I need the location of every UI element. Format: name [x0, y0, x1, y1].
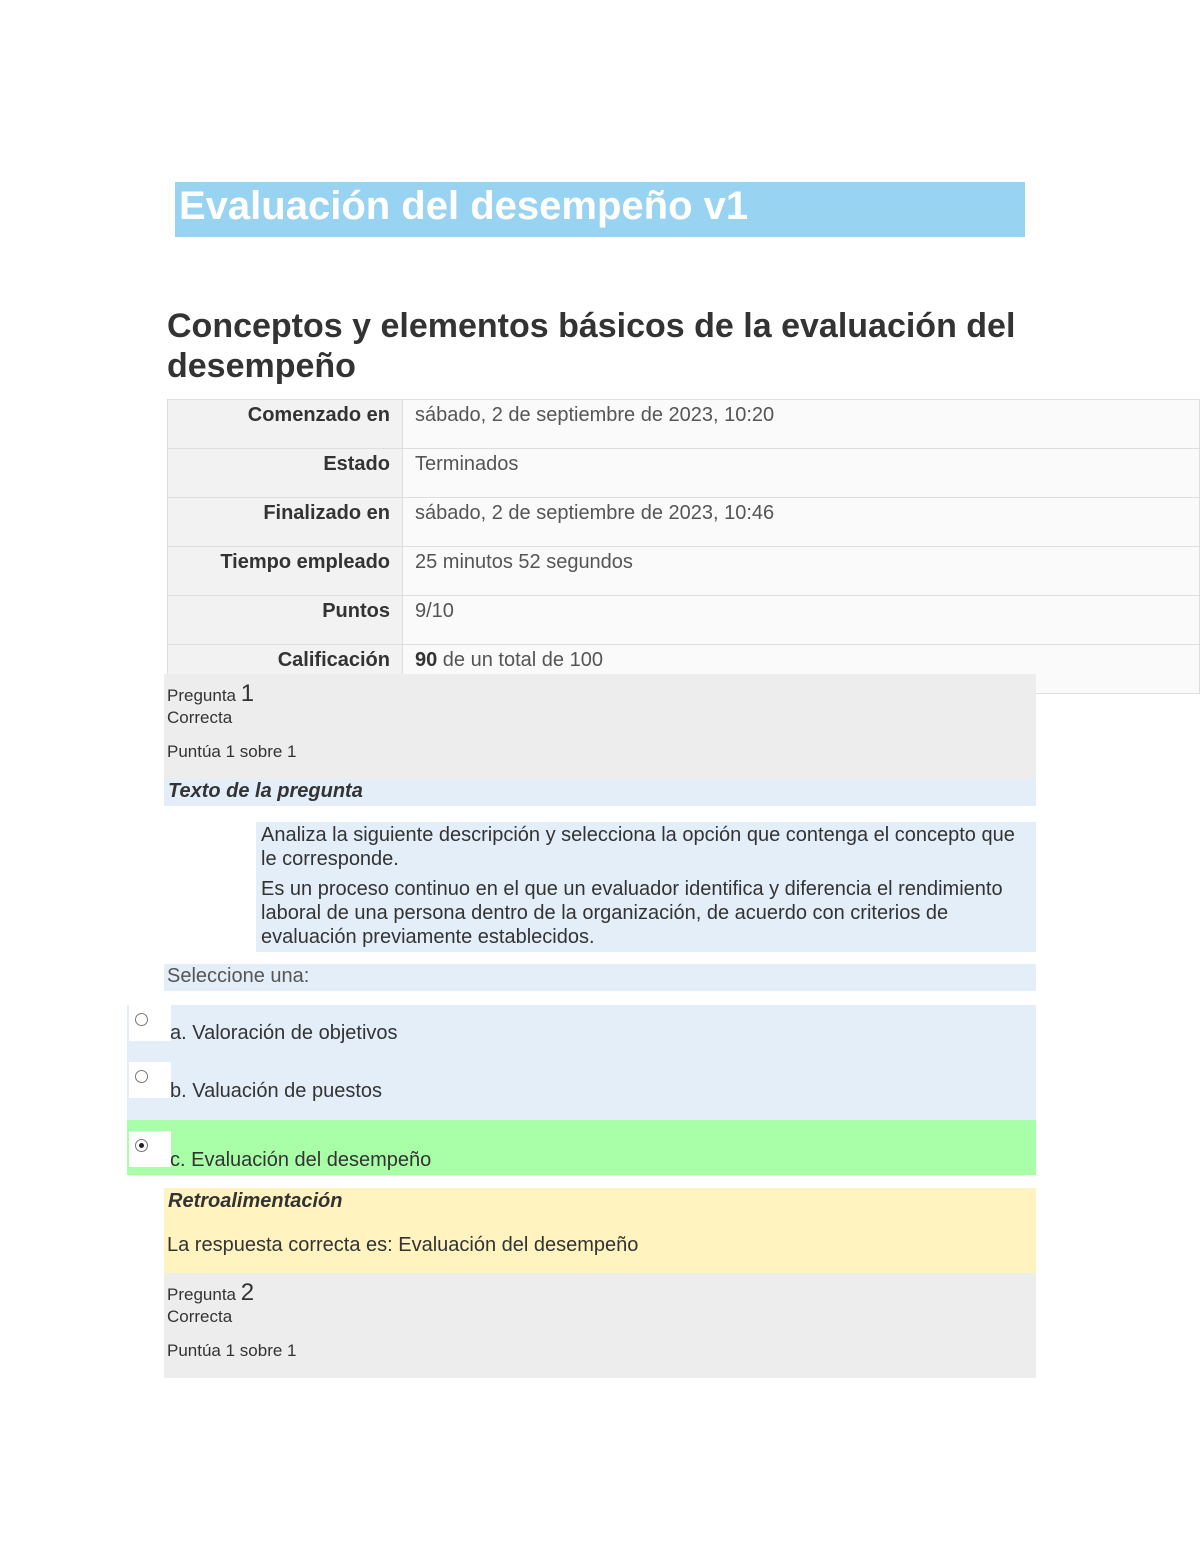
summary-label: Calificación [168, 645, 403, 694]
summary-label: Comenzado en [168, 400, 403, 449]
summary-value: 25 minutos 52 segundos [403, 547, 1200, 596]
summary-row [168, 449, 1200, 498]
answer-b-label[interactable]: b. Valuación de puestos [170, 1080, 383, 1102]
select-prompt-label: Seleccione una: [167, 965, 310, 987]
answer-c-radio-box [129, 1131, 171, 1167]
select-prompt [164, 964, 1036, 991]
feedback-text: La respuesta correcta es: Evaluación del desempeño [167, 1234, 639, 1256]
question-grade: Puntúa 1 sobre 1 [167, 742, 297, 761]
feedback-title: Retroalimentación [168, 1190, 343, 1212]
question-label [167, 1279, 254, 1307]
question-paragraph: Es un proceso continuo en el que un evaluador identifica y diferencia el rendimiento laboral de una persona dentro de la organización, de acuerdo con criterios de evaluación previamente establecidos. [261, 878, 1003, 948]
question-state: Correcta [167, 708, 233, 727]
summary-label: Tiempo empleado [168, 547, 403, 596]
banner-title: Evaluación del desempeño v1 [179, 184, 749, 228]
feedback-panel [164, 1188, 1036, 1273]
summary-row [168, 400, 1200, 449]
summary-label: Finalizado en [168, 498, 403, 547]
answer-a-radio-box [129, 1005, 171, 1041]
question-word: Pregunta [167, 1285, 236, 1304]
question-text-heading-label: Texto de la pregunta [168, 780, 363, 802]
summary-label: Puntos [168, 596, 403, 645]
answer-b-radio[interactable] [135, 1070, 148, 1083]
question-number: 1 [240, 680, 255, 707]
grade-value: 90 [415, 649, 438, 671]
summary-value: Terminados [403, 449, 1200, 498]
summary-value: 9/10 [403, 596, 1200, 645]
question-1-info [164, 674, 1036, 779]
question-number: 2 [240, 1279, 255, 1306]
summary-row [168, 596, 1200, 645]
question-state: Correcta [167, 1307, 233, 1326]
summary-row [168, 547, 1200, 596]
answer-c-radio-selected[interactable] [135, 1139, 148, 1152]
summary-value: sábado, 2 de septiembre de 2023, 10:20 [403, 400, 1200, 449]
banner [175, 182, 1025, 237]
question-text-heading [164, 779, 1036, 806]
summary-row [168, 498, 1200, 547]
page-title: Conceptos y elementos básicos de la evaluación del desempeño [167, 307, 1016, 385]
answer-b-radio-box [129, 1062, 171, 1098]
question-word: Pregunta [167, 686, 236, 705]
question-text [256, 822, 1036, 952]
question-grade: Puntúa 1 sobre 1 [167, 1341, 297, 1360]
question-2-info [164, 1273, 1036, 1378]
summary-label: Estado [168, 449, 403, 498]
answer-a-radio[interactable] [135, 1013, 148, 1026]
grade-total: de un total de 100 [437, 649, 603, 671]
attempt-summary-table [167, 399, 1200, 694]
answer-a-label[interactable]: a. Valoración de objetivos [170, 1022, 398, 1044]
answer-c-label[interactable]: c. Evaluación del desempeño [170, 1149, 432, 1171]
question-label [167, 680, 254, 708]
summary-value: sábado, 2 de septiembre de 2023, 10:46 [403, 498, 1200, 547]
question-paragraph: Analiza la siguiente descripción y selecciona la opción que contenga el concepto que le corresponde. [261, 824, 1015, 870]
